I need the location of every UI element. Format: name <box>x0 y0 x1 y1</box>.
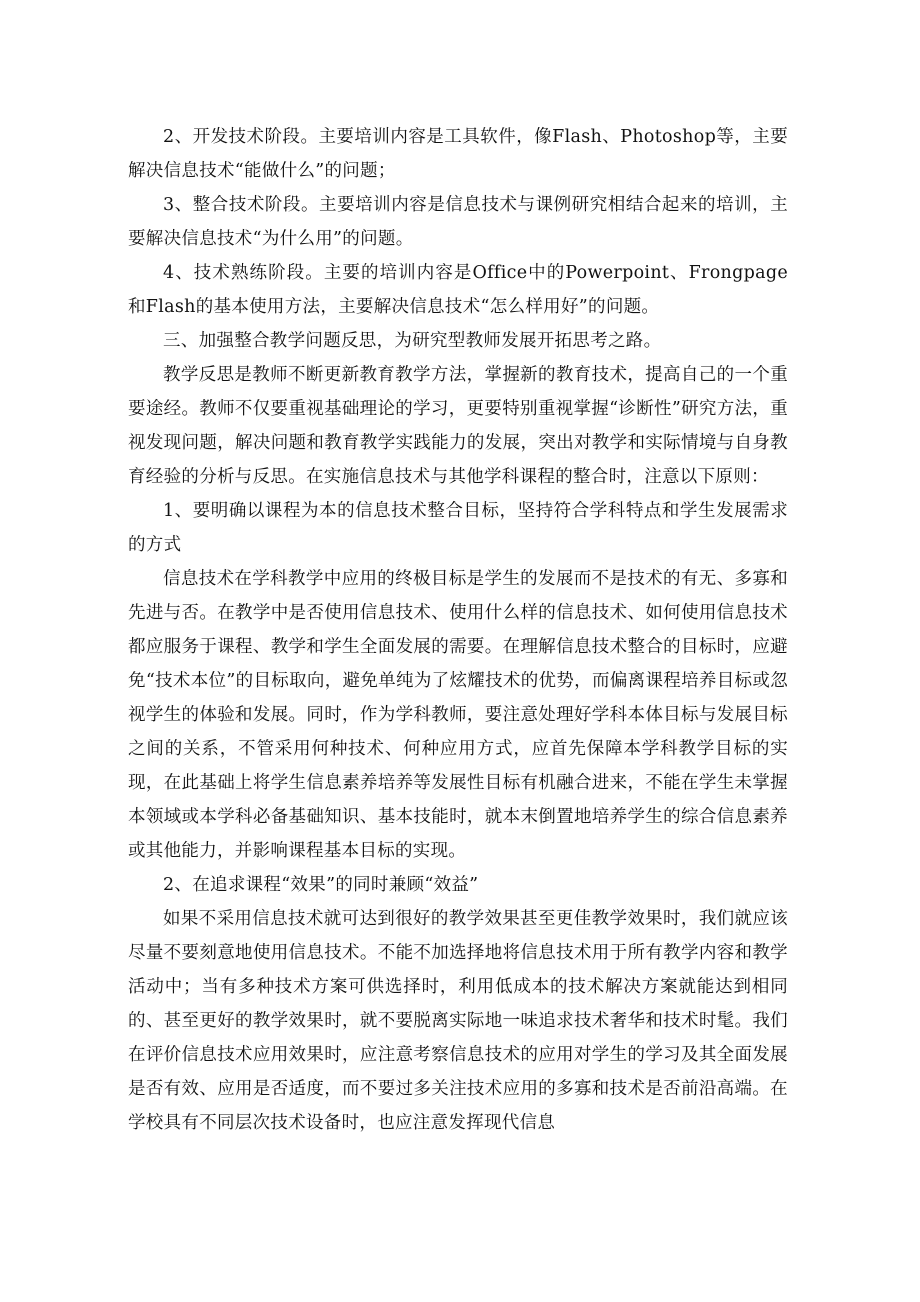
document-body <box>128 120 788 1140</box>
paragraph-principle-2: 如果不采用信息技术就可达到很好的教学效果甚至更佳教学效果时，我们就应该尽量不要刻意地使用信息技术。不能不加选择地将信息技术用于所有教学内容和教学活动中；当有多种技术方案可供选择时，利用低成本的技术解决方案就能达到相同的、甚至更好的教学效果时，就不要脱离实际地一味追求技术奢华和技术时髦。我们在评价信息技术应用效果时，应注意考察信息技术的应用对学生的学习及其全面发展是否有效、应用是否适度，而不要过多关注技术应用的多寡和技术是否前沿高端。在学校具有不同层次技术设备时，也应注意发挥现代信息 <box>128 909 788 1133</box>
paragraph-reflection: 教学反思是教师不断更新教育教学方法，掌握新的教育技术，提高自己的一个重要途经。教师不仅要重视基础理论的学习，更要特别重视掌握“诊断性”研究方法，重视发现问题，解决问题和教育教学实践能力的发展，突出对教学和实际情境与自身教育经验的分析与反思。在实施信息技术与其他学科课程的整合时，注意以下原则： <box>128 365 788 487</box>
paragraph-principle-1: 信息技术在学科教学中应用的终极目标是学生的发展而不是技术的有无、多寡和先进与否。在教学中是否使用信息技术、使用什么样的信息技术、如何使用信息技术都应服务于课程、教学和学生全面发展的需要。在理解信息技术整合的目标时，应避免“技术本位”的目标取向，避免单纯为了炫耀技术的优势，而偏离课程培养目标或忽视学生的体验和发展。同时，作为学科教师，要注意处理好学科本体目标与发展目标之间的关系，不管采用何种技术、何种应用方式，应首先保障本学科教学目标的实现，在此基础上将学生信息素养培养等发展性目标有机融合进来，不能在学生未掌握本领域或本学科必备基础知识、基本技能时，就本末倒置地培养学生的综合信息素养或其他能力，并影响课程基本目标的实现。 <box>128 569 788 861</box>
principle-heading-2: 2、在追求课程“效果”的同时兼顾“效益” <box>163 875 479 895</box>
paragraph-stage-4: 4、技术熟练阶段。主要的培训内容是Office中的Powerpoint、Frongpage和Flash的基本使用方法，主要解决信息技术“怎么样用好”的问题。 <box>128 263 788 317</box>
section-heading-3: 三、加强整合教学问题反思，为研究型教师发展开拓思考之路。 <box>163 331 662 351</box>
paragraph-stage-3: 3、整合技术阶段。主要培训内容是信息技术与课例研究相结合起来的培训，主要解决信息技术“为什么用”的问题。 <box>128 195 788 249</box>
principle-heading-1: 1、要明确以课程为本的信息技术整合目标，坚持符合学科特点和学生发展需求的方式 <box>128 501 788 555</box>
paragraph-stage-2: 2、开发技术阶段。主要培训内容是工具软件，像Flash、Photoshop等，主要解决信息技术“能做什么”的问题； <box>128 127 788 181</box>
